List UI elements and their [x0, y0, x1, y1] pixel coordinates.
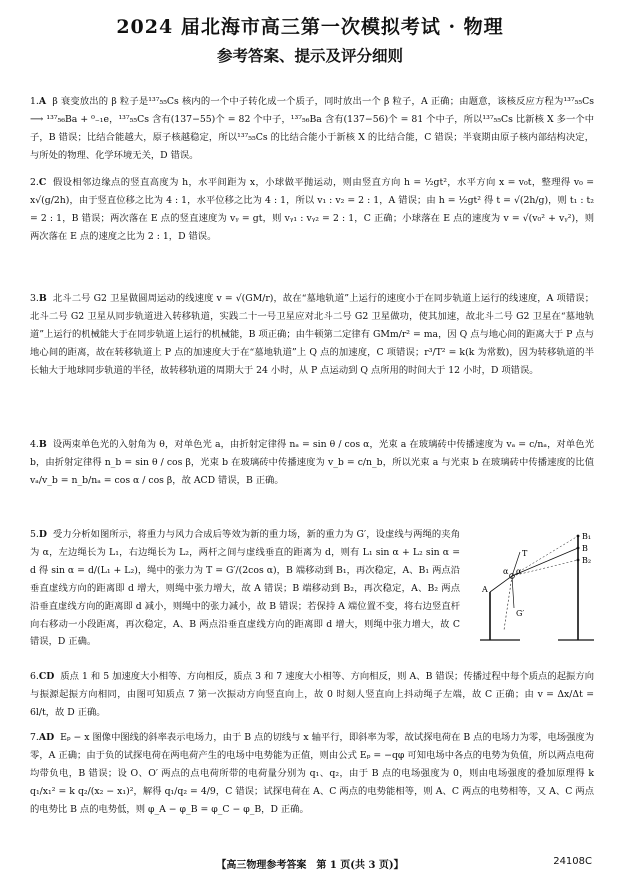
answer-5: 5.D 受力分析如图所示，将重力与风力合成后等效为新的重力场，新的重力为 G′，设虚线与两绳的夹角为 α，左边绳长为 L₁，右边绳长为 L₂，两杆之间与虚线垂直的距离为 d，则有 L₁ sin α + L₂ sin α = d 得 sin α = d/(L₁ + L₂)，绳中的张力为 T = G′/(2cos α)，B 端移动到 B₁，再次稳定，A、B₁ 两点沿垂直虚线方向的距离即 d 增大，则绳中张力增大，故 A 错误；B 端移动到 B₂，再次稳定，A、B₂ 两点沿垂直虚线方向的距离即 d 减小，则绳中的张力减小，故 B 错误；若保持 A 端位置不变，将右边竖直杆向右移动一小段距离，再次稳定，A、B 两点沿垂直虚线方向的距离即 d 增大，则绳中张力增大，故 C 错误，D 正确。 [30, 529, 460, 648]
label-a: A [482, 585, 488, 594]
force-diagram [474, 530, 600, 648]
page-footer: 【高三物理参考答案 第 1 页(共 3 页)】 [216, 860, 404, 871]
answer-7: 7.AD Eₚ − x 图像中图线的斜率表示电场力，由于 B 点的切线与 x 轴平行，即斜率为零，故试探电荷在 B 点的电场力为零，电场强度为零，A 正确；由于负的试探电荷在两电荷产生的电场中电势能为正值，则由公式 Eₚ = −qφ 可知电场中各点的电势为负值，所以两点电荷均带负电，B 错误；设 O、O′ 两点的点电荷所带的电荷量分别为 q₁、q₂，由于 B 点的电场强度为 0，则由电场强度的叠加原理得 k q₁/x₁² = k q₂/(x₂ − x₁)²，解得 q₁/q₂ = 4/9，C 错误；试探电荷在 A、C 两点的电势能相等，则 A、C 两点的电势相等，又 A、C 两点的电势比 B 点的电势低，则 φ_A − φ_B = φ_C − φ_B，D 正确。 [30, 732, 594, 815]
answer-6: 6.CD 质点 1 和 5 加速度大小相等、方向相反，质点 3 和 7 速度大小相等、方向相反，则 A、B 错误；传播过程中每个质点的起振方向与振源起振方向相同，由图可知质点 7 第一次振动方向竖直向上，故 0 时刻人竖直向上抖动绳子左端，故 C 正确；由 v = Δx/Δt = 6l/t，故 D 正确。 [30, 671, 594, 718]
point-b [577, 547, 580, 550]
answer-4: 4.B 设两束单色光的入射角为 θ，对单色光 a，由折射定律得 nₐ = sin θ / cos α，光束 a 在玻璃砖中传播速度为 vₐ = c/nₐ，对单色光 b，由折射定律得 n_b = sin θ / cos β，光束 b 在玻璃砖中传播速度为 v_b = c/n_b，所以光束 a 与光束 b 在玻璃砖中传播速度的比值 vₐ/v_b = n_b/nₐ = cos α / cos β，故 ACD 错误，B 正确。 [30, 439, 594, 486]
answer-1: 1.A β 衰变放出的 β 粒子是¹³⁷₅₅Cs 核内的一个中子转化成一个质子，同时放出一个 β 粒子，A 正确；由题意，该核反应方程为¹³⁷₅₅Cs ⟶ ¹³⁷₅₆Ba + ⁰₋₁e，¹³⁷₅₅Cs 含有(137−55)个 = 82 个中子，¹³⁷₅₆Ba 含有(137−56)个 = 81 个中子，所以¹³⁷₅₅Cs 比新核 X 多一个中子，B 错误；比结合能越大，原子核越稳定，所以¹³⁷₅₅Cs 的比结合能小于新核 X 的比结合能，C 错误；半衰期由原子核内部结构决定，与所处的物理、化学环境无关，D 错误。 [30, 96, 594, 161]
page-title: 2024 届北海市高三第一次模拟考试 · 物理 [116, 16, 504, 38]
label-b: B [582, 544, 588, 553]
label-alpha-left: α [503, 567, 509, 576]
label-alpha-right: α [516, 567, 522, 576]
label-t: T [522, 549, 528, 558]
page-subtitle: 参考答案、提示及评分细则 [216, 46, 403, 65]
point-b1 [577, 535, 580, 538]
label-b2: B₂ [582, 556, 592, 565]
document-code: 24108C [553, 856, 592, 867]
answer-2: 2.C 假设相邻边缘点的竖直高度为 h，水平间距为 x，小球做平抛运动，则由竖直方向 h = ½gt²，水平方向 x = v₀t，整理得 v₀ = x√(g/2h)，由于竖直位移之比为 4 : 1，水平位移之比为 4 : 1，所以 v₁ : v₂ = 2 : 1，A 错误；由 h = ½gt² 得 t = √(2h/g)，则 t₁ : t₂ = 2 : 1，B 错误；两次落在 E 点的竖直速度为 vᵧ = gt，则 vᵧ₁ : vᵧ₂ = 2 : 1，C 正确；小球落在 E 点的速度为 v = √(v₀² + vᵧ²)，则两次落在 E 点的速度之比为 2 : 1，D 错误。 [30, 177, 594, 242]
point-b2 [577, 559, 580, 562]
answer-3: 3.B 北斗二号 G2 卫星做圆周运动的线速度 v = √(GM/r)，故在“墓地轨道”上运行的速度小于在同步轨道上运行的线速度，A 项错误；北斗二号 G2 卫星从同步轨道进入转移轨道，实践二十一号卫星应对北斗二号 G2 卫星做功，使其加速，故北斗二号 G2 卫星在“墓地轨道”上运行的机械能大于在同步轨道上运行的机械能，B 项正确；由牛顿第二定律有 GMm/r² = ma，因 Q 点与地心间的距离大于 P 点与地心间的距离，故在转移轨道上 P 点的加速度大于在“墓地轨道”上 Q 点的加速度，C 项错误；r³/T² = k(k 为常数)，因为转移轨道的半长轴大于地球同步轨道的半径，故转移轨道的周期大于 24 小时，从 P 点运动到 Q 点所用的时间大于 12 小时，D 项错误。 [30, 293, 594, 376]
label-b1: B₁ [582, 532, 592, 541]
label-g: G′ [516, 609, 525, 618]
